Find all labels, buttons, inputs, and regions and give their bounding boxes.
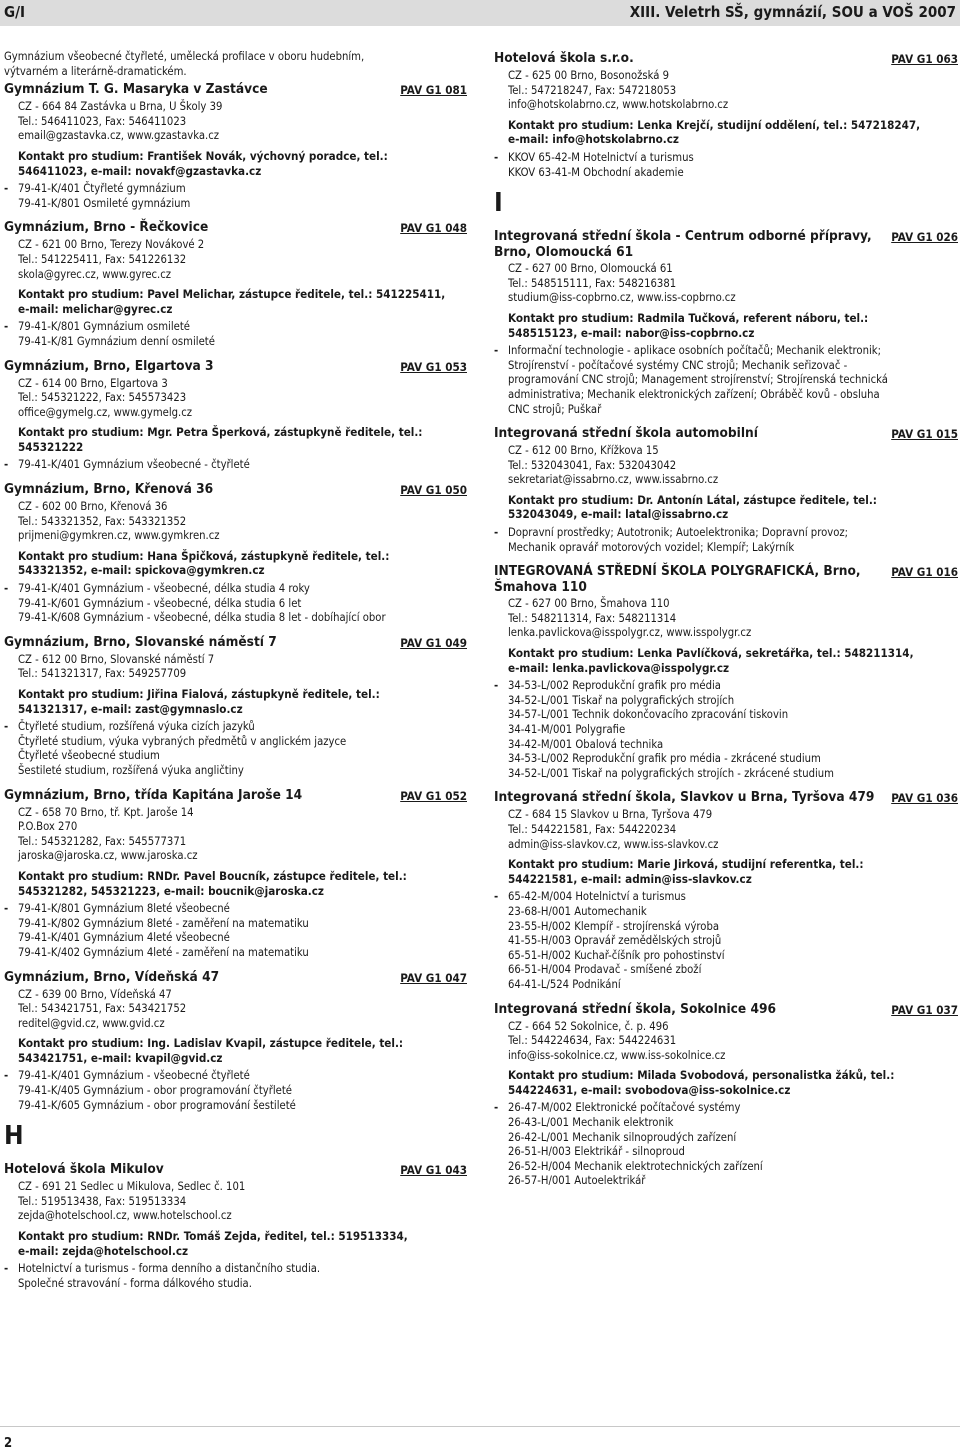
program-item: KKOV 63-41-M Obchodní akademie <box>508 165 684 179</box>
program-item: 23-68-H/001 Automechanik <box>508 904 647 918</box>
program-item: 26-42-L/001 Mechanik silnoproudých zařízení <box>508 1130 737 1144</box>
program-item: 34-41-M/001 Polygrafie <box>508 723 626 736</box>
entry-title-row <box>4 81 467 98</box>
program-item: 34-42-M/001 Obalová technika <box>508 737 664 751</box>
address-line: info@iss-sokolnice.cz, www.iss-sokolnice.cz <box>508 1048 726 1062</box>
contact-line: Kontakt pro studium: Ing. Ladislav Kvapil, zástupce ředitele, tel.: <box>18 1036 404 1051</box>
program-item: 34-53-L/002 Reprodukční grafik pro média - zkrácené studium <box>508 752 821 766</box>
programs-list <box>494 1101 958 1189</box>
pavilion-code: PAV G1 043 <box>400 1163 467 1178</box>
address-line: Tel.: 546411023, Fax: 546411023 <box>18 114 187 128</box>
bullet-dash-icon: - <box>4 902 9 916</box>
address-block <box>494 808 958 852</box>
pavilion-code: PAV G1 048 <box>400 221 467 236</box>
program-item: 79-41-K/401 Gymnázium 4leté všeobecné <box>18 931 230 945</box>
contact-block <box>4 549 467 578</box>
address-line: reditel@gvid.cz, www.gvid.cz <box>18 1016 165 1030</box>
program-item: 34-52-L/001 Tiskař na polygrafických strojích <box>508 693 735 707</box>
program-item: 41-55-H/003 Opravář zemědělských strojů <box>508 934 722 948</box>
entry-title-row <box>494 228 958 260</box>
address-line: P.O.Box 270 <box>18 820 78 834</box>
address-line: jaroska@jaroska.cz, www.jaroska.cz <box>18 849 198 863</box>
address-line: CZ - 627 00 Brno, Šmahova 110 <box>508 597 670 611</box>
address-line: email@gzastavka.cz, www.gzastavka.cz <box>18 129 220 143</box>
header-section-label: G/I <box>4 3 26 21</box>
address-line: CZ - 612 00 Brno, Slovanské náměstí 7 <box>18 652 215 666</box>
school-entry <box>494 425 958 555</box>
pavilion-code: PAV G1 050 <box>400 483 467 498</box>
program-item: 79-41-K/605 Gymnázium - obor programování šestileté <box>18 1098 296 1112</box>
pavilion-code: PAV G1 063 <box>891 52 958 66</box>
school-name: Gymnázium, Brno, Vídeňská 47 <box>4 968 220 985</box>
address-line: Tel.: 548211314, Fax: 548211314 <box>508 611 677 625</box>
bullet-dash-icon: - <box>4 458 9 472</box>
pavilion-code: PAV G1 016 <box>891 565 958 580</box>
contact-block <box>494 118 958 147</box>
program-item: 79-41-K/801 Gymnázium 8leté všeobecné <box>18 902 230 916</box>
program-item: Čtyřleté studium, výuka vybraných předmětů v anglickém jazyce <box>18 734 347 748</box>
school-name: Gymnázium, Brno, Křenová 36 <box>4 481 214 498</box>
program-item: 79-41-K/401 Gymnázium - všeobecné čtyřleté <box>18 1069 250 1083</box>
address-block <box>4 377 467 421</box>
programs-list <box>4 720 467 778</box>
address-line: CZ - 691 21 Sedlec u Mikulova, Sedlec č. 101 <box>18 1180 246 1194</box>
program-item: Šestileté studium, rozšířená výuka angličtiny <box>18 763 244 777</box>
program-item: 64-41-L/524 Podnikání <box>508 977 621 991</box>
pavilion-code: PAV G1 037 <box>891 1002 958 1017</box>
program-item: 26-57-H/001 Autoelektrikář <box>508 1174 646 1188</box>
bullet-dash-icon: - <box>494 890 499 904</box>
contact-line: Kontakt pro studium: Mgr. Petra Šperková, zástupkyně ředitele, tel.: <box>18 425 423 440</box>
program-item: programování CNC strojů; Management strojírenství; Strojírenská technická <box>508 373 888 387</box>
pavilion-code: PAV G1 053 <box>400 359 467 374</box>
contact-block <box>4 687 467 716</box>
bullet-dash-icon: - <box>4 1262 9 1276</box>
address-line: CZ - 602 00 Brno, Křenová 36 <box>18 500 168 514</box>
programs-list <box>4 902 467 960</box>
entry-title-row <box>4 969 467 986</box>
program-item: Čtyřleté všeobecné studium <box>18 749 160 763</box>
contact-line: Kontakt pro studium: Hana Špičková, zástupkyně ředitele, tel.: <box>18 548 390 563</box>
pavilion-code: PAV G1 015 <box>891 427 958 442</box>
contact-block <box>494 646 958 675</box>
contact-line: 545321222 <box>18 439 84 454</box>
program-item: 79-41-K/401 Gymnázium - všeobecné, délka studia 4 roky <box>18 582 310 596</box>
school-name: INTEGROVANÁ STŘEDNÍ ŠKOLA POLYGRAFICKÁ, Brno, Šmahova 110 <box>494 563 861 596</box>
bullet-dash-icon: - <box>494 679 499 693</box>
program-item: Strojírenství - počítačové systémy CNC strojů; Mechanik seřizovač - <box>508 358 848 372</box>
program-item: 79-41-K/405 Gymnázium - obor programování čtyřleté <box>18 1084 292 1098</box>
school-entry <box>494 563 958 781</box>
contact-line: 532043049, e-mail: latal@issabrno.cz <box>508 507 729 522</box>
bullet-dash-icon: - <box>494 150 499 164</box>
school-name: Hotelová škola s.r.o. <box>494 50 634 66</box>
program-item: Čtyřleté studium, rozšířená výuka cizích jazyků <box>18 720 255 734</box>
programs-list <box>4 458 467 473</box>
address-line: Tel.: 545321282, Fax: 545577371 <box>18 834 187 848</box>
contact-line: Kontakt pro studium: RNDr. Pavel Boucník, zástupce ředitele, tel.: <box>18 868 407 883</box>
intro-text <box>4 50 467 79</box>
entries-g <box>4 81 467 1113</box>
entries-h <box>4 1161 467 1291</box>
address-line: Tel.: 545321222, Fax: 545573423 <box>18 391 187 405</box>
entry-title-row <box>494 1001 958 1018</box>
address-block <box>494 444 958 488</box>
address-line: office@gymelg.cz, www.gymelg.cz <box>18 405 193 419</box>
entry-title-row <box>4 1161 467 1178</box>
address-line: admin@iss-slavkov.cz, www.iss-slavkov.cz <box>508 837 719 851</box>
program-item: CNC strojů; Puškař <box>508 402 602 416</box>
programs-list <box>494 679 958 781</box>
bullet-dash-icon: - <box>4 182 9 196</box>
contact-line: Kontakt pro studium: Jiřina Fialová, zástupkyně ředitele, tel.: <box>18 687 380 701</box>
school-name: Integrovaná střední škola, Sokolnice 496 <box>494 1000 776 1017</box>
address-line: lenka.pavlickova@isspolygr.cz, www.isspolygr.cz <box>508 626 752 640</box>
programs-list <box>4 1069 467 1113</box>
address-line: Tel.: 544224634, Fax: 544224631 <box>508 1034 677 1048</box>
intro-line: výtvarném a literárně-dramatickém. <box>4 64 187 78</box>
entries-h-cont <box>494 50 958 180</box>
program-item: 26-47-M/002 Elektronické počítačové systémy <box>508 1101 741 1115</box>
program-item: 79-41-K/601 Gymnázium - všeobecné, délka studia 6 let <box>18 596 302 610</box>
program-item: 79-41-K/401 Gymnázium všeobecné - čtyřleté <box>18 458 250 472</box>
program-item: 65-42-M/004 Hotelnictví a turismus <box>508 890 686 904</box>
entry-title-row <box>4 634 467 651</box>
address-line: Tel.: 543321352, Fax: 543321352 <box>18 514 187 528</box>
program-item: 65-51-H/002 Kuchař-číšník pro pohostinství <box>508 948 725 962</box>
address-line: CZ - 621 00 Brno, Terezy Novákové 2 <box>18 238 205 252</box>
address-line: Tel.: 541225411, Fax: 541226132 <box>18 252 187 266</box>
programs-list <box>4 582 467 626</box>
address-block <box>4 100 467 144</box>
pavilion-code: PAV G1 026 <box>891 230 958 245</box>
contact-line: e-mail: info@hotskolabrno.cz <box>508 132 680 147</box>
bullet-dash-icon: - <box>494 1101 499 1115</box>
program-item: KKOV 65-42-M Hotelnictví a turismus <box>508 150 694 164</box>
pavilion-code: PAV G1 049 <box>400 635 467 650</box>
program-item: 26-51-H/003 Elektrikář - silnoproud <box>508 1145 685 1159</box>
address-block <box>494 597 958 641</box>
program-item: 79-41-K/801 Gymnázium osmileté <box>18 320 190 334</box>
school-entry <box>4 1161 467 1291</box>
address-line: CZ - 625 00 Brno, Bosonožská 9 <box>508 69 670 82</box>
school-name: Gymnázium, Brno, Slovanské náměstí 7 <box>4 633 277 650</box>
program-item: 26-52-H/004 Mechanik elektrotechnických zařízení <box>508 1159 763 1173</box>
address-line: prijmeni@gymkren.cz, www.gymkren.cz <box>18 529 220 543</box>
bullet-dash-icon: - <box>4 582 9 596</box>
entry-title-row <box>494 563 958 595</box>
entry-title-row <box>4 358 467 375</box>
contact-line: Kontakt pro studium: Lenka Pavlíčková, sekretářka, tel.: 548211314, <box>508 646 914 661</box>
contact-line: Kontakt pro studium: RNDr. Tomáš Zejda, ředitel, tel.: 519513334, <box>18 1229 408 1244</box>
contact-line: 544221581, e-mail: admin@iss-slavkov.cz <box>508 871 752 886</box>
address-block <box>494 69 958 113</box>
contact-block <box>4 149 467 178</box>
address-line: Tel.: 548515111, Fax: 548216381 <box>508 276 677 290</box>
address-line: Tel.: 532043041, Fax: 532043042 <box>508 458 677 472</box>
school-entry <box>4 81 467 211</box>
letter-h-heading: H <box>4 1121 24 1152</box>
school-entry <box>4 634 467 779</box>
address-line: info@hotskolabrno.cz, www.hotskolabrno.cz <box>508 98 729 112</box>
pavilion-code: PAV G1 081 <box>400 83 467 98</box>
program-item: 66-51-H/004 Prodavač - smíšené zboží <box>508 963 702 977</box>
contact-block <box>4 287 467 316</box>
school-name: Integrovaná střední škola - Centrum odborné přípravy, Brno, Olomoucká 61 <box>494 228 872 261</box>
contact-line: 544224631, e-mail: svobodova@iss-sokolnice.cz <box>508 1082 791 1097</box>
address-line: CZ - 664 52 Sokolnice, č. p. 496 <box>508 1019 669 1033</box>
school-entry <box>4 219 467 349</box>
school-entry <box>4 969 467 1114</box>
program-item: Společné stravování - forma dálkového studia. <box>18 1276 252 1290</box>
bullet-dash-icon: - <box>494 526 499 540</box>
program-item: 79-41-K/608 Gymnázium - všeobecné, délka studia 8 let - dobíhající obor <box>18 611 386 625</box>
programs-list <box>494 890 958 992</box>
program-item: 34-52-L/001 Tiskař na polygrafických strojích - zkrácené studium <box>508 766 834 780</box>
right-column <box>494 50 958 1197</box>
address-line: Tel.: 547218247, Fax: 547218053 <box>508 83 677 97</box>
school-name: Gymnázium, Brno - Řečkovice <box>4 219 209 236</box>
address-line: skola@gyrec.cz, www.gyrec.cz <box>18 267 172 281</box>
address-block <box>4 238 467 282</box>
contact-line: Kontakt pro studium: František Novák, výchovný poradce, tel.: <box>18 148 388 163</box>
program-item: 26-43-L/001 Mechanik elektronik <box>508 1116 674 1130</box>
contact-line: 543421751, e-mail: kvapil@gvid.cz <box>18 1050 223 1065</box>
contact-line: e-mail: melichar@gyrec.cz <box>18 301 173 316</box>
school-name: Integrovaná střední škola automobilní <box>494 425 758 442</box>
program-item: administrativa; Mechanik elektronických zařízení; Obráběč kovů - obsluha <box>508 387 880 401</box>
contact-line: Kontakt pro studium: Radmila Tučková, referent náboru, tel.: <box>508 310 869 325</box>
school-name: Hotelová škola Mikulov <box>4 1161 164 1178</box>
contact-line: Kontakt pro studium: Marie Jirková, studijní referentka, tel.: <box>508 857 864 872</box>
address-line: CZ - 612 00 Brno, Křížkova 15 <box>508 444 659 458</box>
address-line: Tel.: 541321317, Fax: 549257709 <box>18 667 187 681</box>
bullet-dash-icon: - <box>4 720 9 734</box>
school-entry <box>494 789 958 992</box>
entry-title-row <box>494 425 958 442</box>
program-item: 34-57-L/001 Technik dokončovacího zpracování tiskovin <box>508 708 789 722</box>
address-line: zejda@hotelschool.cz, www.hotelschool.cz <box>18 1209 232 1223</box>
address-block <box>4 500 467 544</box>
contact-line: Kontakt pro studium: Dr. Antonín Látal, zástupce ředitele, tel.: <box>508 492 877 507</box>
address-line: Tel.: 519513438, Fax: 519513334 <box>18 1194 187 1208</box>
program-item: 79-41-K/81 Gymnázium denní osmileté <box>18 334 215 348</box>
bullet-dash-icon: - <box>4 1069 9 1083</box>
program-item: 79-41-K/801 Osmileté gymnázium <box>18 196 191 210</box>
address-block <box>4 653 467 682</box>
programs-list <box>494 344 958 417</box>
school-name: Gymnázium, Brno, třída Kapitána Jaroše 14 <box>4 786 303 803</box>
page-number: 2 <box>4 1436 13 1451</box>
program-item: 79-41-K/802 Gymnázium 8leté - zaměření na matematiku <box>18 916 309 930</box>
contact-line: Kontakt pro studium: Pavel Melichar, zástupce ředitele, tel.: 541225411, <box>18 287 446 302</box>
programs-list <box>494 526 958 555</box>
pavilion-code: PAV G1 036 <box>891 791 958 806</box>
bullet-dash-icon: - <box>4 320 9 334</box>
program-item: 79-41-K/401 Čtyřleté gymnázium <box>18 182 186 196</box>
contact-line: 543321352, e-mail: spickova@gymkren.cz <box>18 563 265 578</box>
address-line: Tel.: 544221581, Fax: 544220234 <box>508 822 677 836</box>
contact-line: e-mail: zejda@hotelschool.cz <box>18 1243 189 1258</box>
address-block <box>494 1020 958 1064</box>
contact-block <box>4 425 467 454</box>
school-name: Integrovaná střední škola, Slavkov u Brna, Tyršova 479 <box>494 789 875 806</box>
entry-title-row <box>494 789 958 806</box>
address-line: CZ - 627 00 Brno, Olomoucká 61 <box>508 262 673 276</box>
entry-title-row <box>4 481 467 498</box>
page-header <box>0 0 960 26</box>
address-block <box>494 262 958 306</box>
programs-list <box>4 320 467 349</box>
pavilion-code: PAV G1 052 <box>400 788 467 803</box>
programs-list <box>4 182 467 211</box>
entries-i <box>494 228 958 1189</box>
program-item: 34-53-L/002 Reprodukční grafik pro média <box>508 679 721 693</box>
contact-block <box>4 1229 467 1258</box>
contact-block <box>494 493 958 522</box>
school-entry <box>494 228 958 417</box>
contact-line: e-mail: lenka.pavlickova@isspolygr.cz <box>508 660 730 675</box>
program-item: Mechanik opravář motorových vozidel; Klempíř; Lakýrník <box>508 540 795 554</box>
address-line: CZ - 664 84 Zastávka u Brna, U Školy 39 <box>18 100 223 114</box>
address-block <box>4 806 467 864</box>
school-entry <box>494 50 958 180</box>
contact-line: 548515123, e-mail: nabor@iss-copbrno.cz <box>508 325 755 340</box>
contact-block <box>494 311 958 340</box>
address-block <box>4 1180 467 1224</box>
contact-block <box>4 1036 467 1065</box>
intro-line: Gymnázium všeobecné čtyřleté, umělecká profilace v oboru hudebním, <box>4 50 365 63</box>
address-line: CZ - 658 70 Brno, tř. Kpt. Jaroše 14 <box>18 805 194 819</box>
program-item: Informační technologie - aplikace osobních počítačů; Mechanik elektronik; <box>508 344 881 358</box>
programs-list <box>494 151 958 180</box>
left-column <box>4 50 467 1299</box>
contact-line: 545321282, 545321223, e-mail: boucnik@jaroska.cz <box>18 883 325 898</box>
letter-i-heading: I <box>494 188 503 219</box>
address-block <box>4 988 467 1032</box>
entry-title-row <box>4 787 467 804</box>
address-line: CZ - 614 00 Brno, Elgartova 3 <box>18 376 168 390</box>
program-item: Dopravní prostředky; Autotronik; Autoelektronika; Dopravní provoz; <box>508 526 849 540</box>
program-item: Hotelnictví a turismus - forma denního a distančního studia. <box>18 1262 321 1276</box>
bullet-dash-icon: - <box>494 344 499 358</box>
contact-block <box>494 1068 958 1097</box>
pavilion-code: PAV G1 047 <box>400 970 467 985</box>
school-entry <box>494 1001 958 1190</box>
program-item: 23-55-H/002 Klempíř - strojírenská výroba <box>508 919 720 933</box>
address-line: studium@iss-copbrno.cz, www.iss-copbrno.cz <box>508 291 736 305</box>
contact-line: Kontakt pro studium: Lenka Krejčí, studijní oddělení, tel.: 547218247, <box>508 117 921 132</box>
school-entry <box>4 481 467 626</box>
school-name: Gymnázium, Brno, Elgartova 3 <box>4 357 214 374</box>
contact-block <box>494 857 958 886</box>
entry-title-row <box>4 219 467 236</box>
school-name: Gymnázium T. G. Masaryka v Zastávce <box>4 81 268 98</box>
programs-list <box>4 1262 467 1291</box>
contact-line: 541321317, e-mail: zast@gymnaslo.cz <box>18 701 243 716</box>
school-entry <box>4 358 467 474</box>
footer-divider <box>0 1426 960 1427</box>
address-line: sekretariat@issabrno.cz, www.issabrno.cz <box>508 473 719 487</box>
contact-line: Kontakt pro studium: Milada Svobodová, personalistka žáků, tel.: <box>508 1068 895 1083</box>
entry-title-row <box>494 50 958 67</box>
contact-line: 546411023, e-mail: novakf@gzastavka.cz <box>18 163 262 178</box>
header-title: XIII. Veletrh SŠ, gymnázií, SOU a VOŠ 2007 <box>629 3 956 21</box>
address-line: CZ - 684 15 Slavkov u Brna, Tyršova 479 <box>508 808 713 822</box>
contact-block <box>4 869 467 898</box>
school-entry <box>4 787 467 961</box>
address-line: Tel.: 543421751, Fax: 543421752 <box>18 1002 187 1016</box>
address-line: CZ - 639 00 Brno, Vídeňská 47 <box>18 987 172 1001</box>
program-item: 79-41-K/402 Gymnázium 4leté - zaměření na matematiku <box>18 945 309 959</box>
